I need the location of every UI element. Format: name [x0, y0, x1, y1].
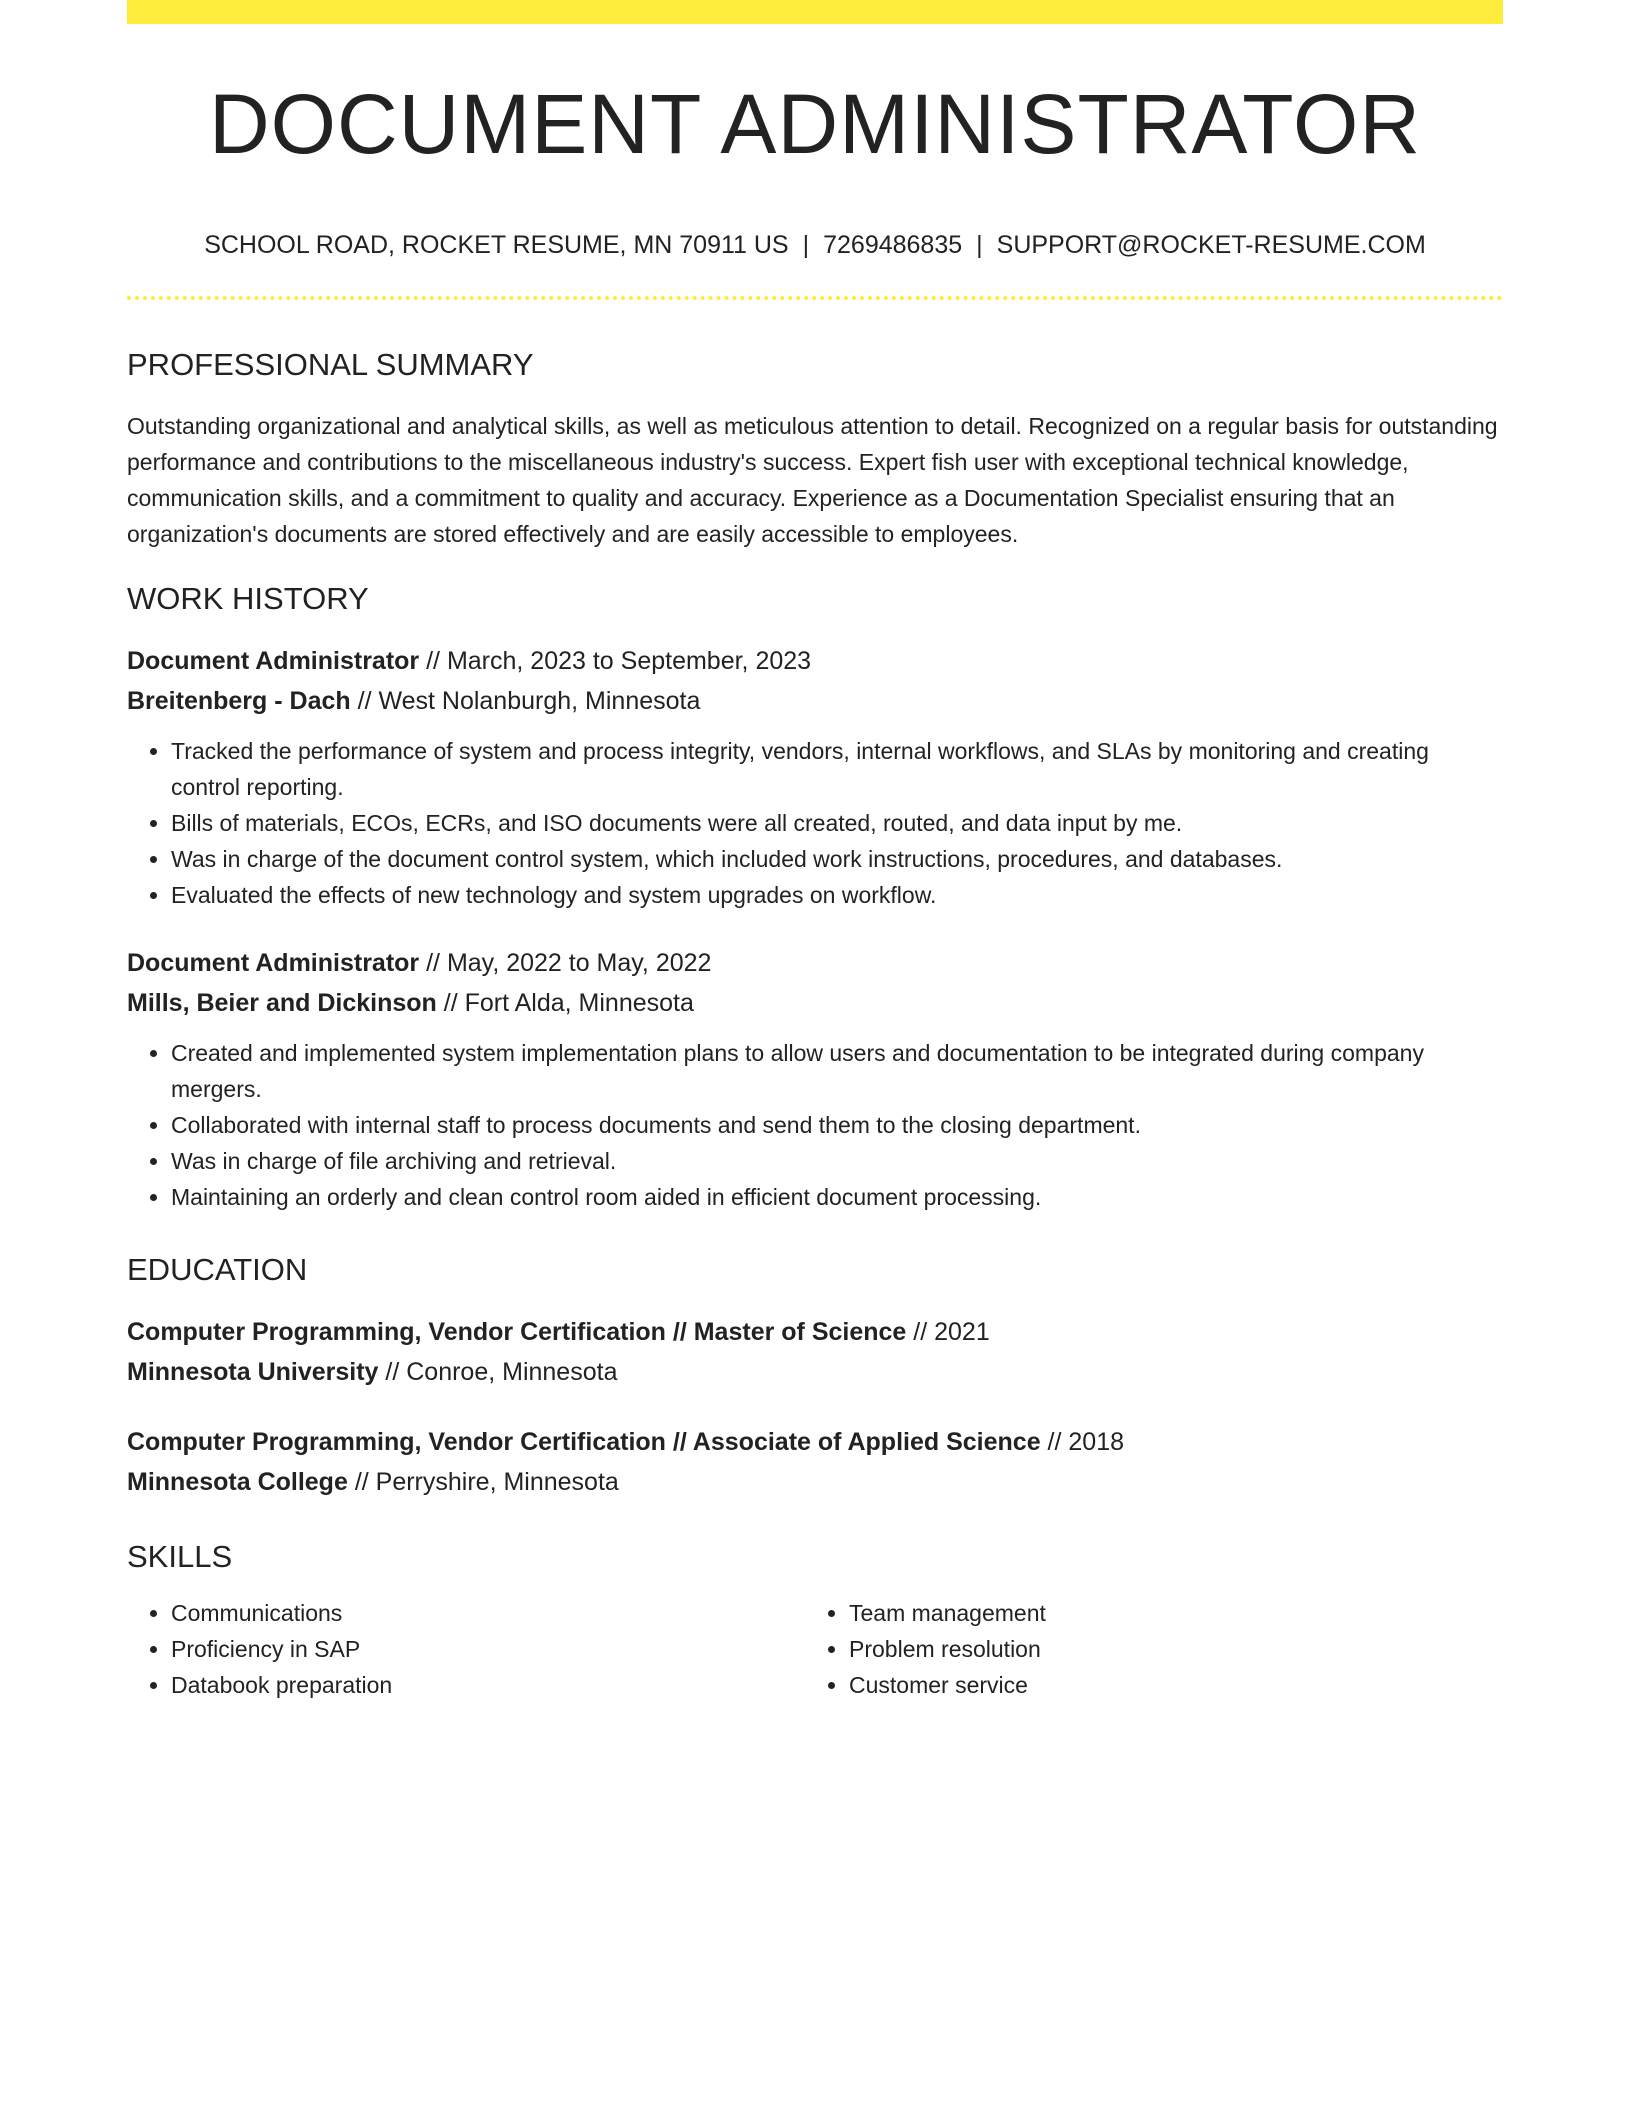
- job-role: Document Administrator: [127, 948, 420, 977]
- education-year: // 2021: [906, 1317, 990, 1346]
- education-school-line: [127, 1462, 1503, 1502]
- section-title-work-history: WORK HISTORY: [127, 580, 369, 616]
- education-degree: Computer Programming, Vendor Certification // Associate of Applied Science: [127, 1427, 1041, 1456]
- skill-item: • Communications: [171, 1595, 805, 1631]
- skill-item: • Databook preparation: [171, 1667, 805, 1703]
- education-location: // Conroe, Minnesota: [378, 1357, 618, 1386]
- job-role: Document Administrator: [127, 646, 420, 675]
- job-entry: [127, 943, 1503, 1215]
- section-title-summary: PROFESSIONAL SUMMARY: [127, 347, 534, 383]
- summary-text: Outstanding organizational and analytical skills, as well as meticulous attention to detail. Recognized on a regular basis for outstanding performance and contributions to the miscellaneous industry's success. Expert fish user with exceptional technical knowledge, communication skills, and a commitment to quality and accuracy. Experience as a Documentation Specialist ensuring that an organization's documents are stored effectively and are easily accessible to employees.: [127, 412, 1498, 547]
- resume-page: [127, 0, 1503, 1703]
- skill-item: • Team management: [849, 1595, 1483, 1631]
- job-bullets: [127, 1035, 1503, 1215]
- job-company: Breitenberg - Dach: [127, 686, 351, 715]
- contact-phone: 7269486835: [823, 231, 963, 260]
- contact-line: [127, 230, 1503, 260]
- list-item: • Was in charge of file archiving and retrieval.: [171, 1143, 1503, 1179]
- job-company: Mills, Beier and Dickinson: [127, 988, 437, 1017]
- section-title-education: EDUCATION: [127, 1251, 308, 1287]
- job-location: // Fort Alda, Minnesota: [436, 988, 694, 1017]
- job-company-line: [127, 681, 1503, 721]
- education-school: Minnesota College: [127, 1467, 348, 1496]
- list-item: • Evaluated the effects of new technology and system upgrades on workflow.: [171, 877, 1503, 913]
- skill-item: • Proficiency in SAP: [171, 1631, 805, 1667]
- job-entry: [127, 641, 1503, 913]
- education-degree-line: [127, 1422, 1503, 1462]
- skill-item: • Problem resolution: [849, 1631, 1483, 1667]
- list-item: • Maintaining an orderly and clean control room aided in efficient document processing.: [171, 1179, 1503, 1215]
- list-item: • Created and implemented system implementation plans to allow users and documentation to be integrated during company mergers.: [171, 1035, 1503, 1107]
- resume-name-title: DOCUMENT ADMINISTRATOR: [208, 77, 1422, 171]
- education-entry: [127, 1422, 1503, 1502]
- job-title-line: [127, 943, 1503, 983]
- list-item: • Collaborated with internal staff to process documents and send them to the closing department.: [171, 1107, 1503, 1143]
- accent-top-bar: [127, 0, 1503, 24]
- job-company-line: [127, 983, 1503, 1023]
- education-year: // 2018: [1040, 1427, 1125, 1456]
- skills-columns: [127, 1595, 1503, 1703]
- education-entry: [127, 1312, 1503, 1392]
- section-title-skills: SKILLS: [127, 1538, 233, 1574]
- list-item: • Tracked the performance of system and process integrity, vendors, internal workflows, and SLAs by monitoring and creating control reporting.: [171, 733, 1503, 805]
- contact-separator: |: [976, 231, 983, 260]
- skills-list-left: [127, 1595, 805, 1703]
- contact-email: SUPPORT@ROCKET-RESUME.COM: [996, 231, 1426, 260]
- education-degree: Computer Programming, Vendor Certification // Master of Science: [127, 1317, 907, 1346]
- job-dates: // May, 2022 to May, 2022: [419, 948, 712, 977]
- dotted-divider: [127, 296, 1503, 300]
- education-school-line: [127, 1352, 1503, 1392]
- education-school: Minnesota University: [127, 1357, 379, 1386]
- skills-list-right: [805, 1595, 1483, 1703]
- contact-address: SCHOOL ROAD, ROCKET RESUME, MN 70911 US: [204, 231, 789, 260]
- job-dates: // March, 2023 to September, 2023: [419, 646, 812, 675]
- contact-separator: |: [802, 231, 810, 260]
- education-location: // Perryshire, Minnesota: [347, 1467, 619, 1496]
- job-bullets: [127, 733, 1503, 913]
- job-location: // West Nolanburgh, Minnesota: [350, 686, 701, 715]
- list-item: • Was in charge of the document control system, which included work instructions, procedures, and databases.: [171, 841, 1503, 877]
- job-title-line: [127, 641, 1503, 681]
- skill-item: • Customer service: [849, 1667, 1483, 1703]
- education-degree-line: [127, 1312, 1503, 1352]
- list-item: • Bills of materials, ECOs, ECRs, and ISO documents were all created, routed, and data input by me.: [171, 805, 1503, 841]
